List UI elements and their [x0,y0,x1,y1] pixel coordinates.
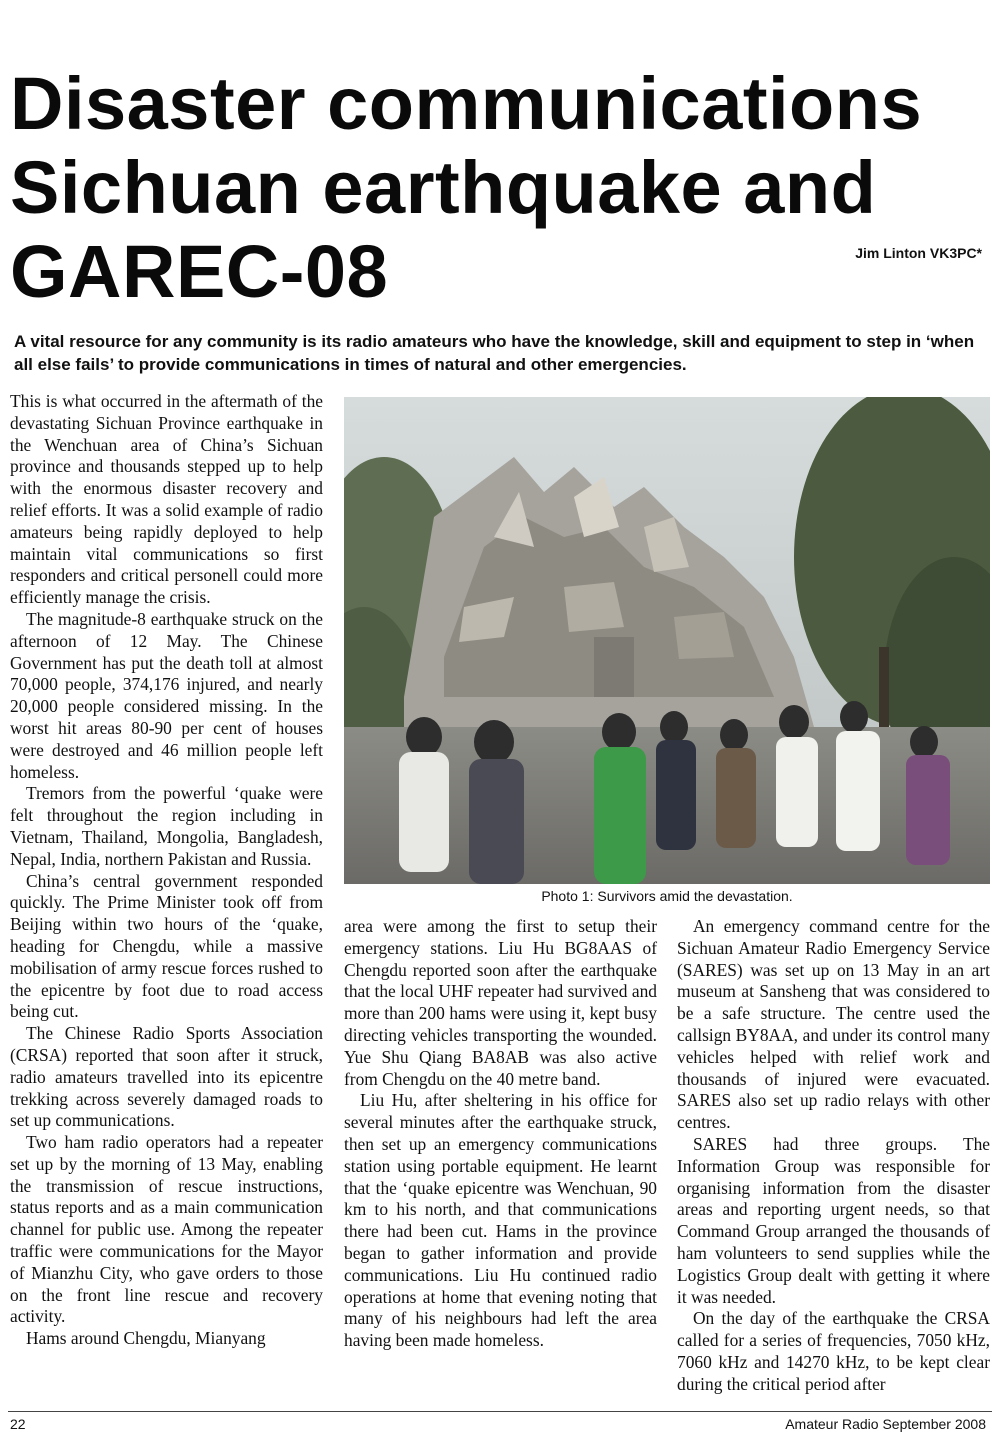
col1-paragraph: This is what occurred in the aftermath of the devastating Sichuan Province earthquake in the Wenchuan area of China’s Sichuan province and thousands stepped up to help with the enormous disaster recovery and relief efforts. It was a solid example of radio amateurs being rapidly deployed to help maintain vital communications so first responders and critical personell could more efficiently manage the crisis. [10,391,323,608]
earthquake-photo [344,397,990,884]
title-line-1: Disaster communications [10,62,923,145]
page-number: 22 [10,1416,26,1432]
col3-paragraph: On the day of the earthquake the CRSA called for a series of frequencies, 7050 kHz, 7060 kHz and 14270 kHz, to be kept clear during the critical period after [677,1308,990,1394]
col1-paragraph: Tremors from the powerful ‘quake were felt throughout the region including in Vietnam, Thailand, Mongolia, Bangladesh, Nepal, India, northern Pakistan and Russia. [10,783,323,869]
col1-paragraph: The Chinese Radio Sports Association (CRSA) reported that soon after it struck, radio amateurs travelled into its epicentre trekking across severely damaged roads to set up communications. [10,1023,323,1131]
standfirst: A vital resource for any community is its radio amateurs who have the knowledge, skill and equipment to step in ‘when all else fails’ to provide communications in times of natural and other emergencies. [14,332,975,374]
footer-rule [8,1411,992,1412]
column-1 [10,391,323,1350]
article-title [10,62,995,314]
title-line-2: Sichuan earthquake and [10,146,877,229]
author-byline: Jim Linton VK3PC* [855,245,982,261]
col1-paragraph: Hams around Chengdu, Mianyang [26,1328,266,1349]
col2-paragraph: Liu Hu, after sheltering in his office for several minutes after the earthquake struck, then set up an emergency communications station using portable equipment. He learnt that the ‘quake epicentre was Wenchuan, 90 km to his north, and that communications there had been cut. Hams in the province began to gather information and provide communications. Liu Hu continued radio operations at home that evening noting that many of his neighbours had left the area having been made homeless. [344,1090,657,1351]
column-2 [344,916,657,1352]
photo-caption: Photo 1: Survivors amid the devastation. [541,888,793,904]
title-line-3: GAREC-08 [10,230,389,313]
col3-paragraph: SARES had three groups. The Information Group was responsible for organising information from the disaster areas and reporting urgent needs, so that Command Group arranged the thousands of ham volunteers to send supplies while the Logistics Group dealt with getting it where it was needed. [677,1133,990,1307]
column-3 [677,916,990,1396]
col1-paragraph: Two ham radio operators had a repeater set up by the morning of 13 May, enabling the transmission of rescue instructions, status reports and as a main communication channel for public use. Among the repeater traffic were communications for the Mayor of Mianzhu City, who gave orders to those on the front line rescue and recovery activity. [10,1132,323,1327]
col3-paragraph: An emergency command centre for the Sichuan Amateur Radio Emergency Service (SARES) was set up on 13 May in an art museum at Sansheng that was considered to be a safe structure. The centre used the callsign BY8AA, and under its control many vehicles helped with relief work and thousands of injured were evacuated. SARES also set up radio relays with other centres. [677,916,990,1133]
col2-paragraph: area were among the first to setup their emergency stations. Liu Hu BG8AAS of Chengdu reported soon after the earthquake that the local UHF repeater had survived and more than 200 hams were using it, kept busy directing vehicles transporting the wounded. Yue Shu Qiang BA8AB was also active from Chengdu on the 40 metre band. [344,916,657,1089]
col1-paragraph: The magnitude-8 earthquake struck on the afternoon of 12 May. The Chinese Government has put the death toll at almost 70,000 people, 374,176 injured, and nearly 20,000 people considered missing. In the worst hit areas 80-90 per cent of houses were destroyed and 46 million people left homeless. [10,608,323,782]
photo-illustration [344,397,990,884]
col1-paragraph: China’s central government responded quickly. The Prime Minister took off from Beijing within two hours of the ‘quake, heading for Chengdu, while a massive mobilisation of army rescue forces rushed to the epicentre by foot due to road access being cut. [10,870,323,1022]
publication-footer: Amateur Radio September 2008 [785,1416,986,1432]
